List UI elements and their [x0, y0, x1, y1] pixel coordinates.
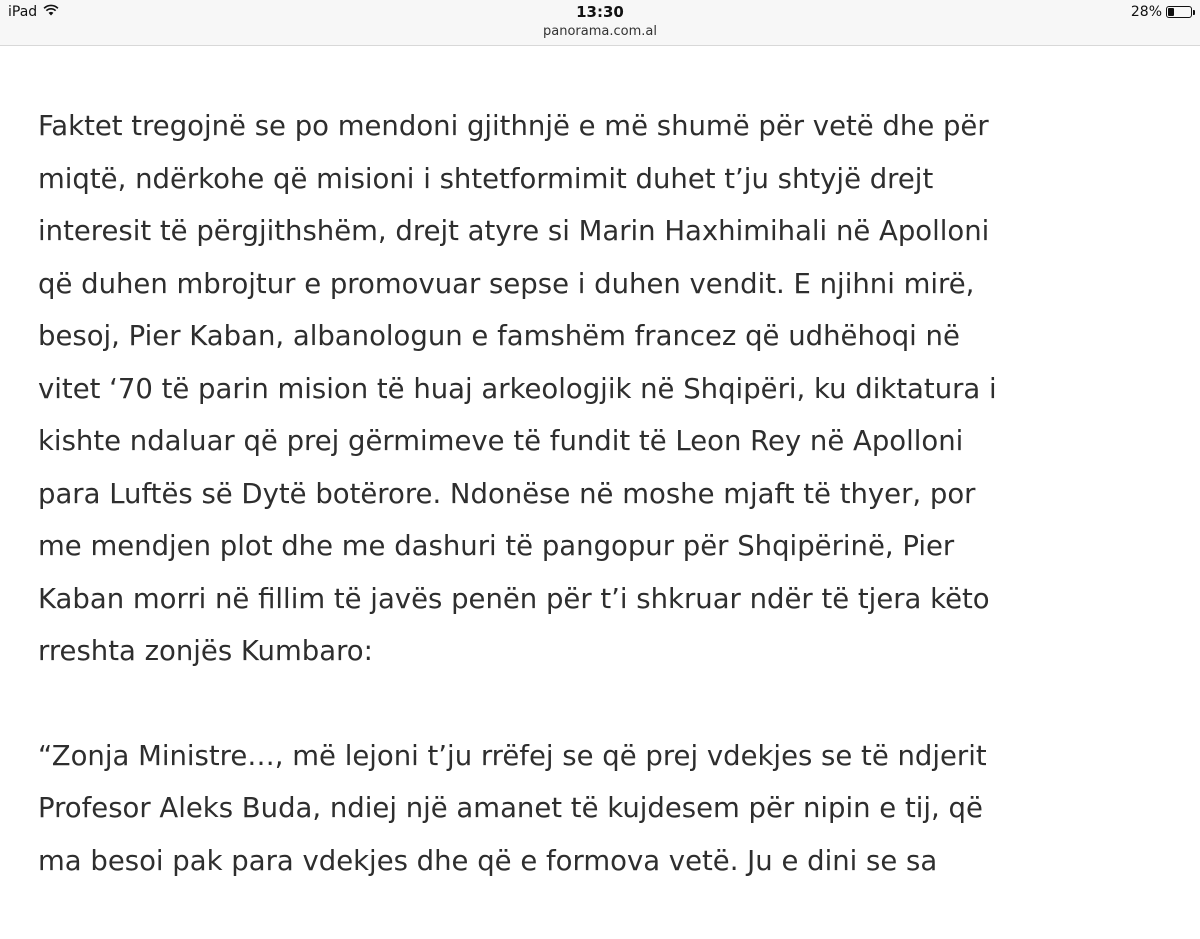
- address-bar[interactable]: [0, 24, 1200, 46]
- article-paragraph: Faktet tregojnë se po mendoni gjithnjë e më shumë për vetë dhe për miqtë, ndërkohe që misioni i shtetformimit duhet t’ju shtyjë drejt interesit të përgjithshëm, drejt atyre si Marin Haxhimihali në Apolloni që duhen mbrojtur e promovuar sepse i duhen vendit. E njihni mirë, besoj, Pier Kaban, albanologun e famshëm francez që udhëhoqi në vitet ‘70 të parin mision të huaj arkeologjik në Shqipëri, ku diktatura i kishte ndaluar që prej gërmimeve të fundit të Leon Rey në Apolloni para Luftës së Dytë botërore. Ndonëse në moshe mjaft të thyer, por me mendjen plot dhe me dashuri të pangopur për Shqipërinë, Pier Kaban morri në fillim të javës penën për t’i shkruar ndër të tjera këto rreshta zonjës Kumbaro:: [38, 110, 997, 667]
- battery-tip: [1193, 10, 1195, 15]
- url-text[interactable]: panorama.com.al: [543, 24, 657, 39]
- article-paragraph: “Zonja Ministre…, më lejoni t’ju rrëfej se që prej vdekjes se të ndjerit Profesor Aleks Buda, ndiej një amanet të kujdesem për nipin e tij, që ma besoi pak para vdekjes dhe që e formova vetë. Ju e dini se sa: [38, 739, 987, 877]
- battery-icon: [1166, 6, 1192, 18]
- status-right: [1131, 4, 1192, 20]
- clock: 13:30: [576, 3, 624, 21]
- status-bar: [0, 0, 1200, 24]
- article-body: [38, 100, 1163, 939]
- battery-percent: 28%: [1130, 4, 1162, 20]
- battery-level: [1168, 8, 1174, 16]
- device-label: iPad: [8, 4, 38, 20]
